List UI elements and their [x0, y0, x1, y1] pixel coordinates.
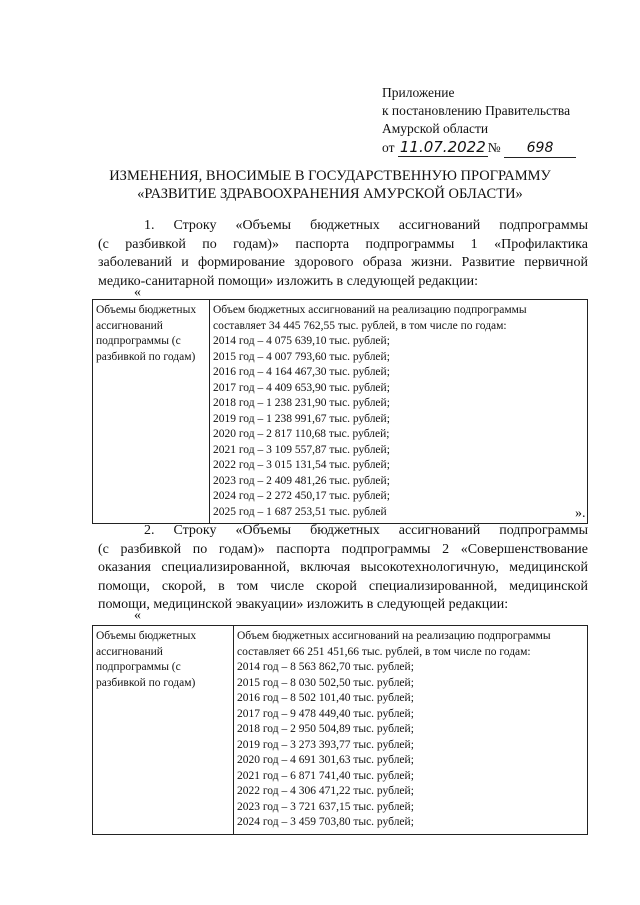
table-cell-line: 2023 год – 2 409 481,26 тыс. рублей; — [213, 474, 390, 487]
table-cell-line: 2015 год – 8 030 502,50 тыс. рублей; — [237, 676, 414, 689]
annex-date: 11.07.2022 — [399, 138, 486, 156]
annex-block — [382, 84, 576, 158]
item1-table — [92, 299, 588, 524]
item1-paragraph — [98, 217, 588, 291]
annex-title: Приложение — [382, 85, 455, 100]
item2-table-label: Объемы бюджетных ассигнований подпрограммы (с разбивкой по годам) — [93, 626, 234, 835]
table-cell-line: 2021 год – 6 871 741,40 тыс. рублей; — [237, 769, 414, 782]
table-cell-line: 2022 год – 3 015 131,54 тыс. рублей; — [213, 459, 390, 471]
table-cell-line: 2024 год – 3 459 703,80 тыс. рублей; — [237, 816, 414, 828]
table-cell-line: 2025 год – 1 687 253,51 тыс. рублей — [213, 505, 387, 518]
table-cell-line: 2023 год – 3 721 637,15 тыс. рублей; — [237, 800, 414, 813]
table-cell-line: 2020 год – 2 817 110,68 тыс. рублей; — [213, 428, 390, 440]
item2-line: 2. Строку «Объемы бюджетных ассигнований подпрограммы — [144, 523, 588, 538]
annex-region: Амурской области — [382, 121, 489, 136]
table-row — [93, 626, 588, 835]
item2-line: помощи, медицинской эвакуации» изложить в следующей редакции: — [98, 597, 509, 612]
annex-number: 698 — [504, 139, 576, 158]
document-title-line2: «РАЗВИТИЕ ЗДРАВООХРАНЕНИЯ АМУРСКОЙ ОБЛАСТИ» — [137, 186, 523, 202]
table-cell-line: 2015 год – 4 007 793,60 тыс. рублей; — [213, 350, 390, 363]
item2-table-values — [234, 626, 588, 835]
item1-table-values — [210, 300, 588, 524]
table-cell-line: 2020 год – 4 691 301,63 тыс. рублей; — [237, 754, 414, 766]
table-cell-line: 2014 год – 8 563 862,70 тыс. рублей; — [237, 661, 414, 673]
table-cell-line: 2014 год – 4 075 639,10 тыс. рублей; — [213, 335, 390, 347]
table-cell-line: 2019 год – 1 238 991,67 тыс. рублей; — [213, 412, 390, 425]
annex-decree-ref: к постановлению Правительства — [382, 103, 571, 118]
annex-date-number — [382, 138, 576, 158]
table-cell-line: составляет 34 445 762,55 тыс. рублей, в том числе по годам: — [213, 319, 507, 332]
item2-open-quote: « — [134, 608, 141, 623]
item1-line: медико-санитарной помощи» изложить в следующей редакции: — [98, 273, 478, 289]
table-row — [93, 300, 588, 524]
item1-table-label: Объемы бюджетных ассигнований подпрограммы (с разбивкой по годам) — [93, 300, 210, 524]
table-cell-line: 2024 год – 2 272 450,17 тыс. рублей; — [213, 490, 390, 502]
table-cell-line: 2016 год – 4 164 467,30 тыс. рублей; — [213, 366, 390, 378]
table-cell-line: 2016 год – 8 502 101,40 тыс. рублей; — [237, 692, 414, 704]
item2-line: оказания специализированной, включая высокотехнологичную, медицинской — [98, 560, 588, 575]
annex-number-label: № — [487, 140, 501, 155]
item1-line: (с разбивкой по годам)» паспорта подпрограммы 1 «Профилактика — [98, 236, 588, 252]
item2-table — [92, 625, 588, 835]
table-cell-line: 2017 год – 9 478 449,40 тыс. рублей; — [237, 707, 414, 720]
table-cell-line: Объем бюджетных ассигнований на реализацию подпрограммы — [213, 304, 527, 316]
item1-open-quote: « — [134, 285, 141, 300]
table-cell-line: Объем бюджетных ассигнований на реализацию подпрограммы — [237, 630, 551, 642]
table-cell-line: 2019 год – 3 273 393,77 тыс. рублей; — [237, 738, 414, 751]
table-cell-line: 2017 год – 4 409 653,90 тыс. рублей; — [213, 381, 390, 394]
item2-paragraph — [98, 522, 588, 615]
item1-close-quote: ». — [575, 506, 586, 521]
annex-from-label: от — [382, 140, 395, 155]
table-cell-line: 2021 год – 3 109 557,87 тыс. рублей; — [213, 443, 390, 456]
table-cell-line: составляет 66 251 451,66 тыс. рублей, в том числе по годам: — [237, 645, 531, 658]
table-cell-line: 2018 год – 1 238 231,90 тыс. рублей; — [213, 397, 390, 409]
document-title-line1: ИЗМЕНЕНИЯ, ВНОСИМЫЕ В ГОСУДАРСТВЕННУЮ ПРОГРАММУ — [109, 168, 551, 184]
table-cell-line: 2018 год – 2 950 504,89 тыс. рублей; — [237, 723, 414, 735]
item2-line: (с разбивкой по годам)» паспорта подпрограммы 2 «Совершенствование — [98, 541, 588, 557]
item1-line: 1. Строку «Объемы бюджетных ассигнований подпрограммы — [144, 218, 588, 233]
item1-line: заболеваний и формирование здорового образа жизни. Развитие первичной — [98, 255, 588, 270]
table-cell-line: 2022 год – 4 306 471,22 тыс. рублей; — [237, 785, 414, 797]
item2-line: помощи, скорой, в том числе скорой специализированной, медицинской — [98, 578, 588, 594]
